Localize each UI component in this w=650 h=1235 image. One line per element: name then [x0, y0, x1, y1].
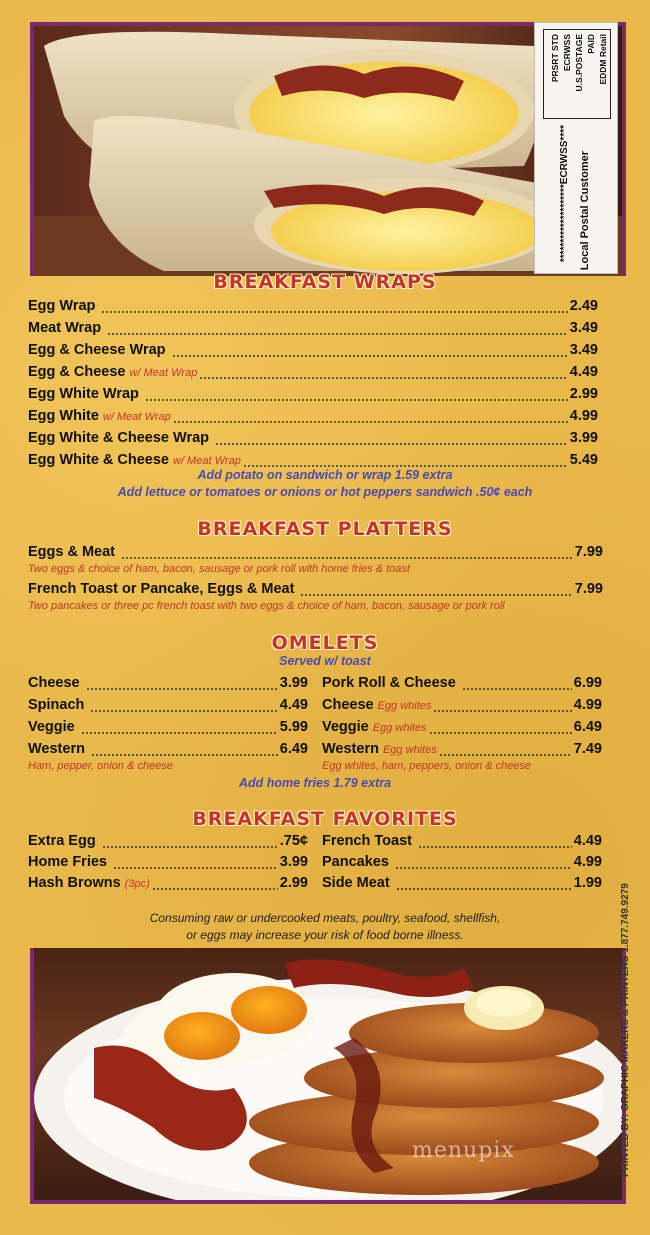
menu-item-price: 4.49 — [279, 697, 308, 713]
menu-item-name: Hash Browns — [28, 875, 121, 891]
omelet-western-desc: Ham, pepper, onion & cheese — [28, 760, 173, 772]
dot-leader — [300, 594, 572, 596]
menu-item — [322, 854, 602, 874]
indicia-line: PAID — [586, 34, 596, 54]
menu-item-price: 2.99 — [279, 875, 308, 891]
printer-credit: PRINTED BY: GRAPHIC MAKERS & PRINTERS 1.877.749.9279 — [620, 883, 631, 1177]
section-title-omelets: OMELETS — [271, 632, 379, 654]
dot-leader — [152, 888, 278, 890]
menu-item — [28, 741, 308, 761]
dot-leader — [462, 688, 572, 690]
menu-item-note: w/ Meat Wrap — [173, 455, 241, 467]
platter-description: Two eggs & choice of ham, bacon, sausage or pork roll with home fries & toast — [28, 563, 410, 575]
menu-item — [28, 675, 308, 695]
menu-item — [322, 675, 602, 695]
indicia-line: ECRWSS — [562, 34, 572, 72]
menu-item-price: 3.99 — [279, 675, 308, 691]
dot-leader — [433, 710, 571, 712]
indicia-line: U.S.POSTAGE — [574, 34, 584, 92]
indicia-line: PRSRT STD — [550, 34, 560, 83]
menu-item-note: (3pc) — [124, 878, 150, 890]
food-safety-warning — [0, 910, 650, 944]
dot-leader — [145, 399, 568, 401]
menu-item — [28, 342, 598, 362]
menu-item-price: 3.99 — [569, 430, 598, 446]
dot-leader — [101, 311, 567, 313]
dot-leader — [121, 557, 573, 559]
menu-item-name: Veggie — [322, 719, 369, 735]
menu-item-price: 3.99 — [279, 854, 308, 870]
menu-item — [28, 875, 308, 895]
menu-item-price: 3.49 — [569, 342, 598, 358]
menu-item-name: Home Fries — [28, 854, 107, 870]
menu-item-name: Meat Wrap — [28, 320, 102, 336]
menu-item-name: French Toast or Pancake, Eggs & Meat — [28, 581, 295, 597]
menu-item-price: 6.49 — [279, 741, 308, 757]
section-title-platters: BREAKFAST PLATTERS — [197, 518, 453, 540]
pancakes-illustration — [34, 948, 622, 1200]
dot-leader — [81, 732, 278, 734]
menu-item — [28, 854, 308, 874]
menu-item-note: w/ Meat Wrap — [102, 411, 171, 423]
menu-item — [322, 697, 602, 717]
dot-leader — [199, 377, 567, 379]
wraps-addon-potato: Add potato on sandwich or wrap 1.59 extra — [197, 468, 453, 482]
dot-leader — [429, 732, 572, 734]
menu-item — [28, 581, 603, 601]
menu-item — [28, 833, 308, 853]
menu-item-name: Eggs & Meat — [28, 544, 116, 560]
menu-item-price: 4.99 — [573, 854, 602, 870]
menu-item-price: 1.99 — [573, 875, 602, 891]
menu-item-price: 5.49 — [569, 452, 598, 468]
menu-item-name: Cheese — [322, 697, 374, 713]
warning-line-2: or eggs may increase your risk of food borne illness. — [186, 928, 464, 942]
dot-leader — [243, 465, 568, 467]
menu-item — [28, 544, 603, 564]
dot-leader — [172, 355, 568, 357]
dot-leader — [91, 754, 278, 756]
menu-item-note: Egg whites — [382, 744, 437, 756]
menu-item-price: 4.99 — [569, 408, 598, 424]
menu-item — [322, 719, 602, 739]
warning-line-1: Consuming raw or undercooked meats, poultry, seafood, shellfish, — [149, 911, 501, 925]
dot-leader — [418, 846, 572, 848]
dot-leader — [215, 443, 568, 445]
menu-item-price: 4.49 — [573, 833, 602, 849]
menu-item-name: Pancakes — [322, 854, 389, 870]
menu-item-price: 4.99 — [573, 697, 602, 713]
menu-item-note: Egg whites — [377, 700, 432, 712]
menu-item-price: 3.49 — [569, 320, 598, 336]
menu-item-name: Extra Egg — [28, 833, 96, 849]
dot-leader — [113, 867, 278, 869]
dot-leader — [439, 754, 572, 756]
menu-item — [322, 833, 602, 853]
menu-item-name: Egg White & Cheese Wrap — [28, 430, 210, 446]
indicia-line: EDDM Retail — [598, 34, 608, 85]
menu-item-price: 4.49 — [569, 364, 598, 380]
menu-item-name: Cheese — [28, 675, 80, 691]
menu-item-price: 6.99 — [573, 675, 602, 691]
ecrwss-line: ********************ECRWSS**** — [559, 125, 570, 263]
menu-item-name: Western — [322, 741, 379, 757]
pancakes-photo — [30, 948, 626, 1204]
postal-customer-line: Local Postal Customer — [579, 151, 591, 271]
menu-item-name: Spinach — [28, 697, 85, 713]
menu-item-name: Egg White Wrap — [28, 386, 139, 402]
menu-item — [28, 697, 308, 717]
menu-item-price: 2.99 — [569, 386, 598, 402]
section-title-wraps: BREAKFAST WRAPS — [213, 271, 437, 293]
menu-item-name: Egg Wrap — [28, 298, 96, 314]
dot-leader — [395, 867, 572, 869]
menu-item — [28, 430, 598, 450]
menu-item — [322, 741, 602, 761]
menu-item-name: Egg White & Cheese — [28, 452, 169, 468]
dot-leader — [90, 710, 277, 712]
menu-item — [28, 364, 598, 384]
menupix-watermark: menupix — [412, 1138, 515, 1163]
dot-leader — [107, 333, 568, 335]
menu-item-price: 2.49 — [569, 298, 598, 314]
menu-item — [28, 408, 598, 428]
platter-description: Two pancakes or three pc french toast with two eggs & choice of ham, bacon, sausage or pork roll — [28, 600, 505, 612]
menu-item-name: Egg White — [28, 408, 99, 424]
postage-stamp-box — [543, 29, 611, 119]
menu-item-price: 6.49 — [573, 719, 602, 735]
menu-item — [28, 298, 598, 318]
dot-leader — [102, 846, 278, 848]
postal-indicia-panel — [534, 22, 618, 274]
menu-item-name: Egg & Cheese — [28, 364, 126, 380]
menu-item-price: 7.99 — [574, 581, 603, 597]
omelet-western-eggwhite-desc: Egg whites, ham, peppers, onion & cheese — [322, 760, 532, 772]
menu-item-price: 7.99 — [574, 544, 603, 560]
omelets-addon: Add home fries 1.79 extra — [238, 776, 392, 790]
menu-item-name: Egg & Cheese Wrap — [28, 342, 166, 358]
menu-item-price: 7.49 — [573, 741, 602, 757]
wraps-addon-toppings: Add lettuce or tomatoes or onions or hot peppers sandwich .50¢ each — [117, 485, 533, 499]
menu-item-name: French Toast — [322, 833, 412, 849]
menu-item — [28, 719, 308, 739]
menu-item-note: Egg whites — [372, 722, 427, 734]
menu-item-note: w/ Meat Wrap — [129, 367, 198, 379]
menu-item-price: .75¢ — [279, 833, 308, 849]
section-title-favorites: BREAKFAST FAVORITES — [192, 808, 458, 830]
dot-leader — [173, 421, 568, 423]
menu-item-name: Side Meat — [322, 875, 390, 891]
menu-item-name: Veggie — [28, 719, 75, 735]
dot-leader — [86, 688, 278, 690]
menu-item — [28, 386, 598, 406]
menu-item-name: Western — [28, 741, 85, 757]
menu-item — [322, 875, 602, 895]
menu-item — [28, 320, 598, 340]
menu-item-name: Pork Roll & Cheese — [322, 675, 456, 691]
menu-item-price: 5.99 — [279, 719, 308, 735]
dot-leader — [396, 888, 572, 890]
omelets-subtitle: Served w/ toast — [279, 654, 371, 668]
